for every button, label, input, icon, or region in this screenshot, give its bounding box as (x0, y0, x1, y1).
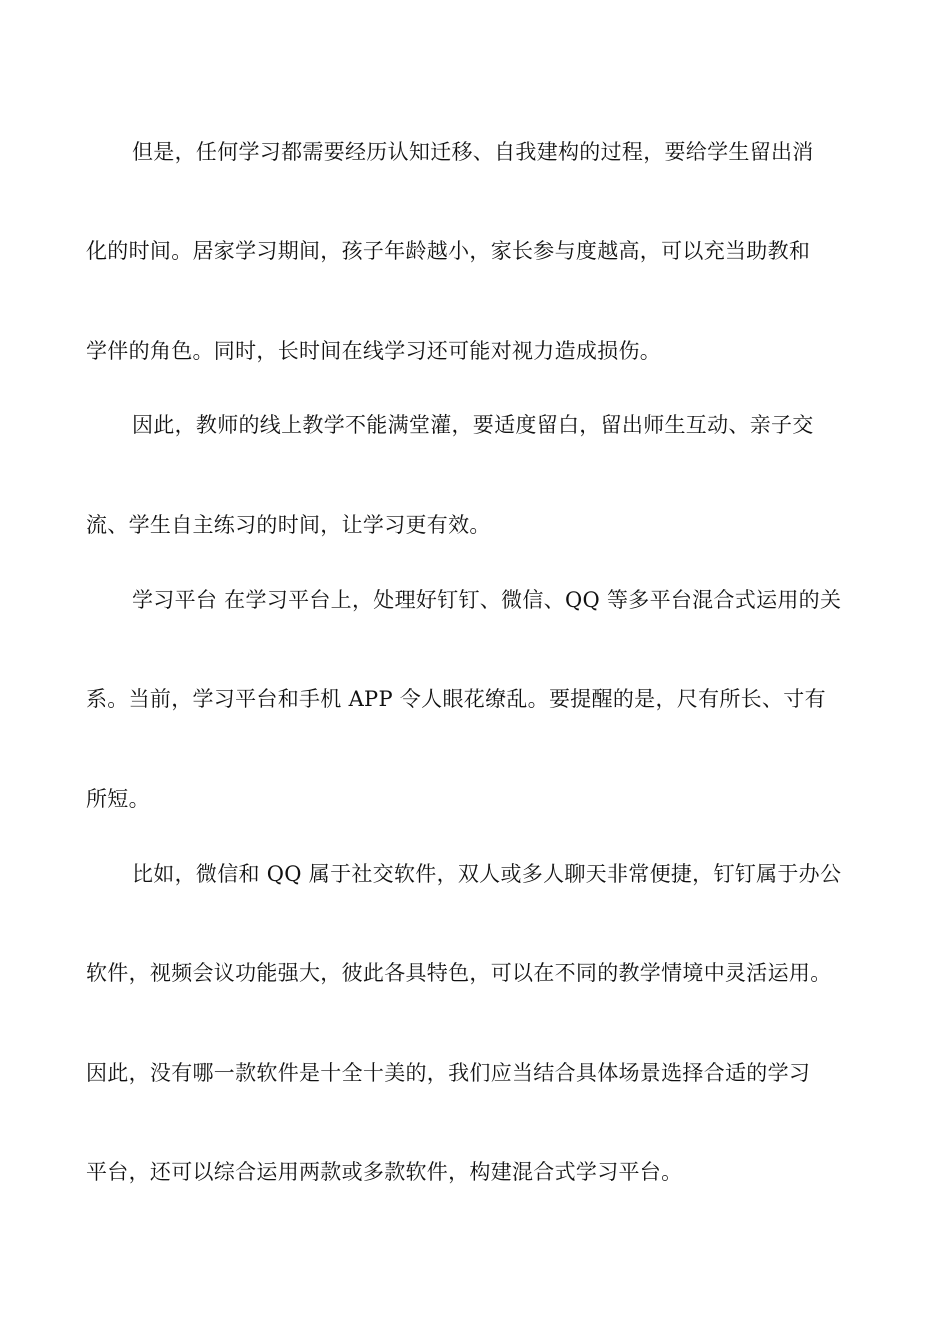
text-line-1: 但是，任何学习都需要经历认知迁移、自我建构的过程，要给学生留出消 (132, 140, 814, 164)
text-line-12: 平台，还可以综合运用两款或多款软件，构建混合式学习平台。 (86, 1160, 683, 1184)
text-line-8: 所短。 (86, 787, 150, 811)
text-line-4: 因此，教师的线上教学不能满堂灌，要适度留白，留出师生互动、亲子交 (132, 413, 814, 437)
text-line-3: 学伴的角色。同时，长时间在线学习还可能对视力造成损伤。 (86, 339, 662, 363)
text-line-11: 因此，没有哪一款软件是十全十美的，我们应当结合具体场景选择合适的学习 (86, 1061, 811, 1085)
text-line-9: 比如，微信和 QQ 属于社交软件，双人或多人聊天非常便捷，钉钉属于办公 (132, 862, 842, 886)
text-line-6: 学习平台 在学习平台上，处理好钉钉、微信、QQ 等多平台混合式运用的关 (132, 588, 842, 612)
text-line-7: 系。当前，学习平台和手机 APP 令人眼花缭乱。要提醒的是，尺有所长、寸有 (86, 687, 826, 711)
text-line-5: 流、学生自主练习的时间，让学习更有效。 (86, 513, 491, 537)
text-line-10: 软件，视频会议功能强大，彼此各具特色，可以在不同的教学情境中灵活运用。 (86, 961, 832, 985)
text-line-2: 化的时间。居家学习期间，孩子年龄越小，家长参与度越高，可以充当助教和 (86, 239, 811, 263)
